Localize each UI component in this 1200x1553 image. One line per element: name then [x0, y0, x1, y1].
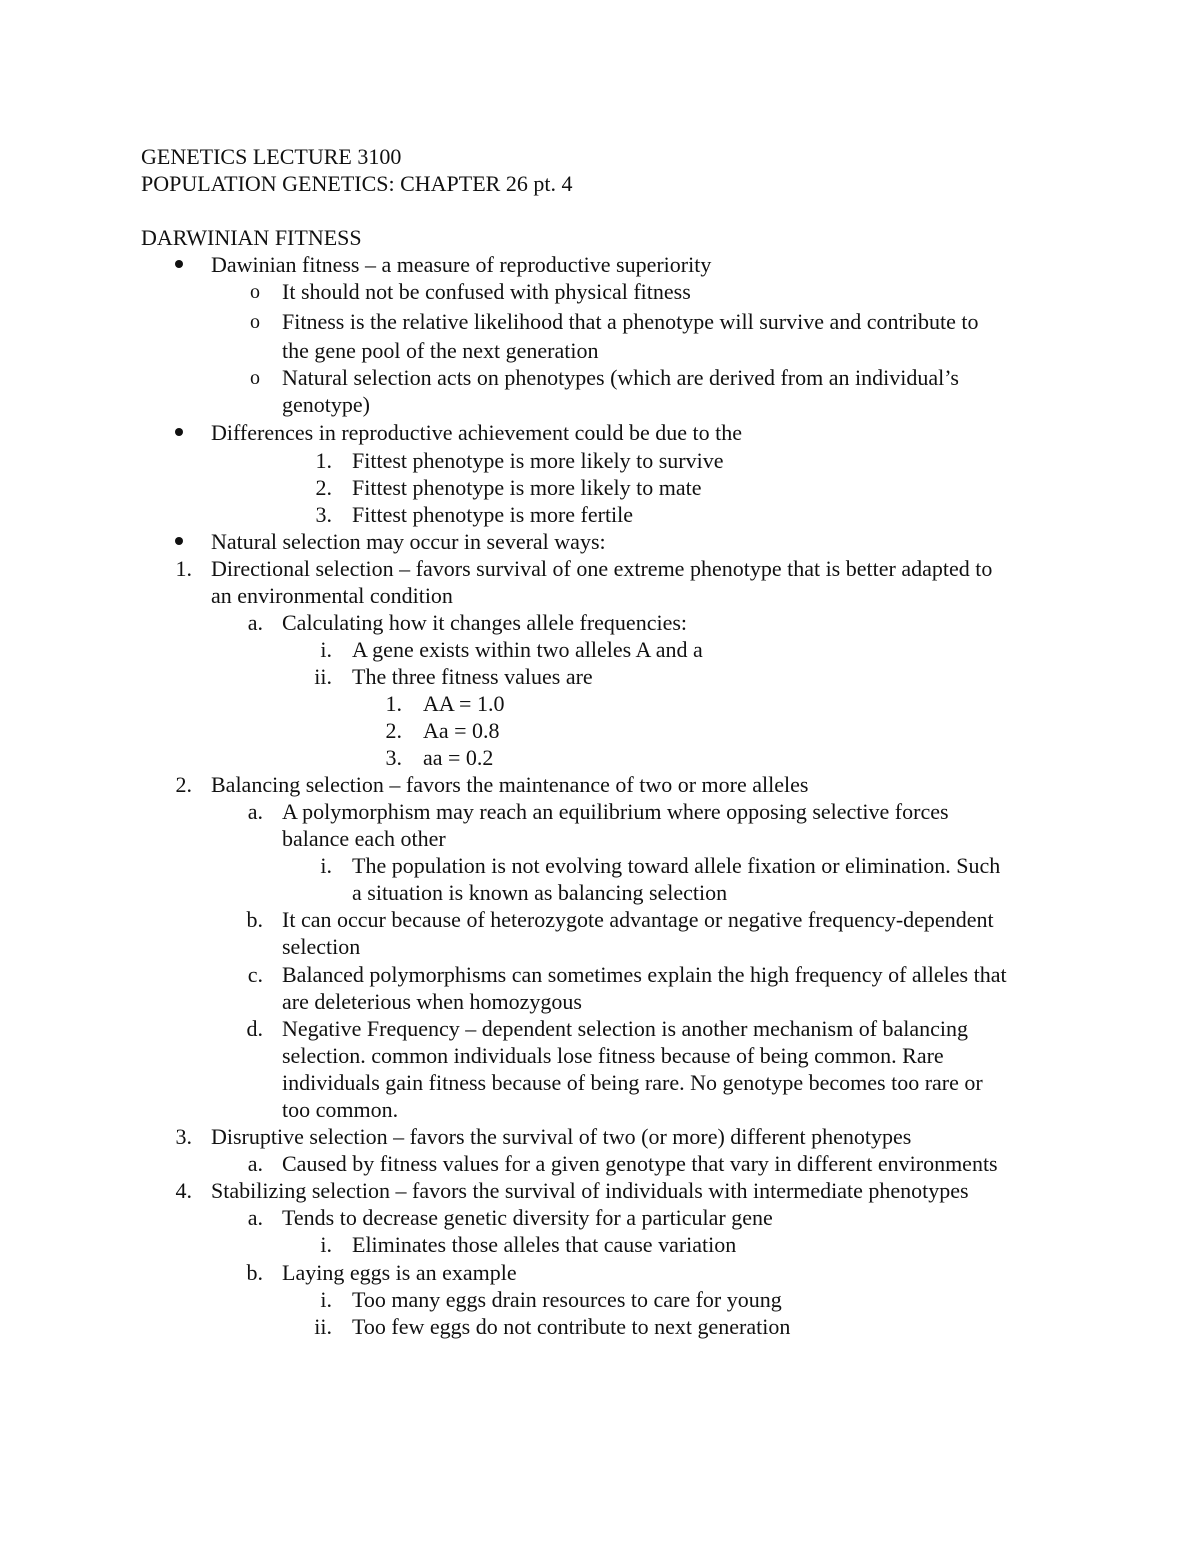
fitness-value: aa = 0.2	[423, 745, 494, 770]
list-item: Balancing selection – favors the maintenance of two or more alleles	[211, 772, 809, 797]
list-item: It should not be confused with physical fitness	[282, 279, 691, 304]
list-roman: i.	[320, 1287, 332, 1312]
list-letter: a.	[247, 610, 263, 635]
list-item: Differences in reproductive achievement could be due to the	[211, 420, 743, 445]
fitness-value: AA = 1.0	[423, 691, 505, 716]
bullet-icon	[175, 428, 183, 436]
list-roman: ii.	[314, 664, 332, 689]
list-roman: ii.	[314, 1314, 332, 1339]
list-letter: b.	[246, 1260, 263, 1285]
list-letter: a.	[247, 1205, 263, 1230]
fitness-value: Aa = 0.8	[423, 718, 500, 743]
list-item-continuation: selection	[282, 934, 361, 959]
list-item: It can occur because of heterozygote advantage or negative frequency-dependent	[282, 907, 994, 932]
list-item: The three fitness values are	[352, 664, 593, 689]
list-item: Eliminates those alleles that cause variation	[352, 1232, 737, 1257]
list-item: Too many eggs drain resources to care for young	[352, 1287, 782, 1312]
list-number: 2.	[385, 718, 402, 743]
list-item: Caused by fitness values for a given genotype that vary in different environments	[282, 1151, 998, 1176]
list-item: The population is not evolving toward allele fixation or elimination. Such	[352, 853, 1001, 878]
list-item-continuation: are deleterious when homozygous	[282, 989, 582, 1014]
list-item: Tends to decrease genetic diversity for a particular gene	[282, 1205, 773, 1230]
list-roman: i.	[320, 1232, 332, 1257]
list-item: Directional selection – favors survival of one extreme phenotype that is better adapted to	[211, 556, 993, 581]
list-item-continuation: individuals gain fitness because of being rare. No genotype becomes too rare or	[282, 1070, 983, 1095]
list-number: 2.	[315, 475, 332, 500]
list-item-continuation: a situation is known as balancing selection	[352, 880, 728, 905]
list-item: A polymorphism may reach an equilibrium where opposing selective forces	[282, 799, 949, 824]
hollow-bullet-icon: o	[250, 367, 260, 389]
list-item-continuation: genotype)	[282, 392, 370, 417]
list-letter: c.	[247, 962, 263, 987]
list-item: Disruptive selection – favors the survival of two (or more) different phenotypes	[211, 1124, 912, 1149]
section-heading: DARWINIAN FITNESS	[141, 225, 362, 250]
list-number: 3.	[175, 1124, 192, 1149]
list-letter: d.	[246, 1016, 263, 1041]
list-number: 1.	[175, 556, 192, 581]
list-number: 3.	[315, 502, 332, 527]
list-item-continuation: selection. common individuals lose fitness because of being common. Rare	[282, 1043, 944, 1068]
list-item: Laying eggs is an example	[282, 1260, 517, 1285]
list-item: Fittest phenotype is more likely to mate	[352, 475, 702, 500]
list-number: 3.	[385, 745, 402, 770]
hollow-bullet-icon: o	[250, 311, 260, 333]
list-item-continuation: an environmental condition	[211, 583, 453, 608]
list-item: Negative Frequency – dependent selection is another mechanism of balancing	[282, 1016, 969, 1041]
list-letter: a.	[247, 799, 263, 824]
bullet-icon	[175, 260, 183, 268]
list-number: 4.	[175, 1178, 192, 1203]
list-item-continuation: too common.	[282, 1097, 399, 1122]
list-item: Fittest phenotype is more likely to survive	[352, 448, 724, 473]
list-item: Natural selection acts on phenotypes (which are derived from an individual’s	[282, 365, 959, 390]
document-subtitle: POPULATION GENETICS: CHAPTER 26 pt. 4	[141, 171, 573, 196]
list-number: 1.	[385, 691, 402, 716]
list-item-continuation: the gene pool of the next generation	[282, 338, 599, 363]
list-item: Stabilizing selection – favors the survival of individuals with intermediate phenotypes	[211, 1178, 969, 1203]
list-item: Dawinian fitness – a measure of reproductive superiority	[211, 252, 712, 277]
list-item: Fittest phenotype is more fertile	[352, 502, 634, 527]
list-item: Fitness is the relative likelihood that a phenotype will survive and contribute to	[282, 309, 979, 334]
list-letter: a.	[247, 1151, 263, 1176]
list-item: A gene exists within two alleles A and a	[352, 637, 703, 662]
list-roman: i.	[320, 853, 332, 878]
list-item: Too few eggs do not contribute to next generation	[352, 1314, 791, 1339]
list-item-continuation: balance each other	[282, 826, 446, 851]
document-title: GENETICS LECTURE 3100	[141, 144, 402, 169]
list-item: Natural selection may occur in several ways:	[211, 529, 606, 554]
bullet-icon	[175, 537, 183, 545]
list-roman: i.	[320, 637, 332, 662]
list-letter: b.	[246, 907, 263, 932]
list-item: Calculating how it changes allele frequencies:	[282, 610, 688, 635]
list-number: 1.	[315, 448, 332, 473]
list-number: 2.	[175, 772, 192, 797]
list-item: Balanced polymorphisms can sometimes explain the high frequency of alleles that	[282, 962, 1007, 987]
hollow-bullet-icon: o	[250, 281, 260, 303]
